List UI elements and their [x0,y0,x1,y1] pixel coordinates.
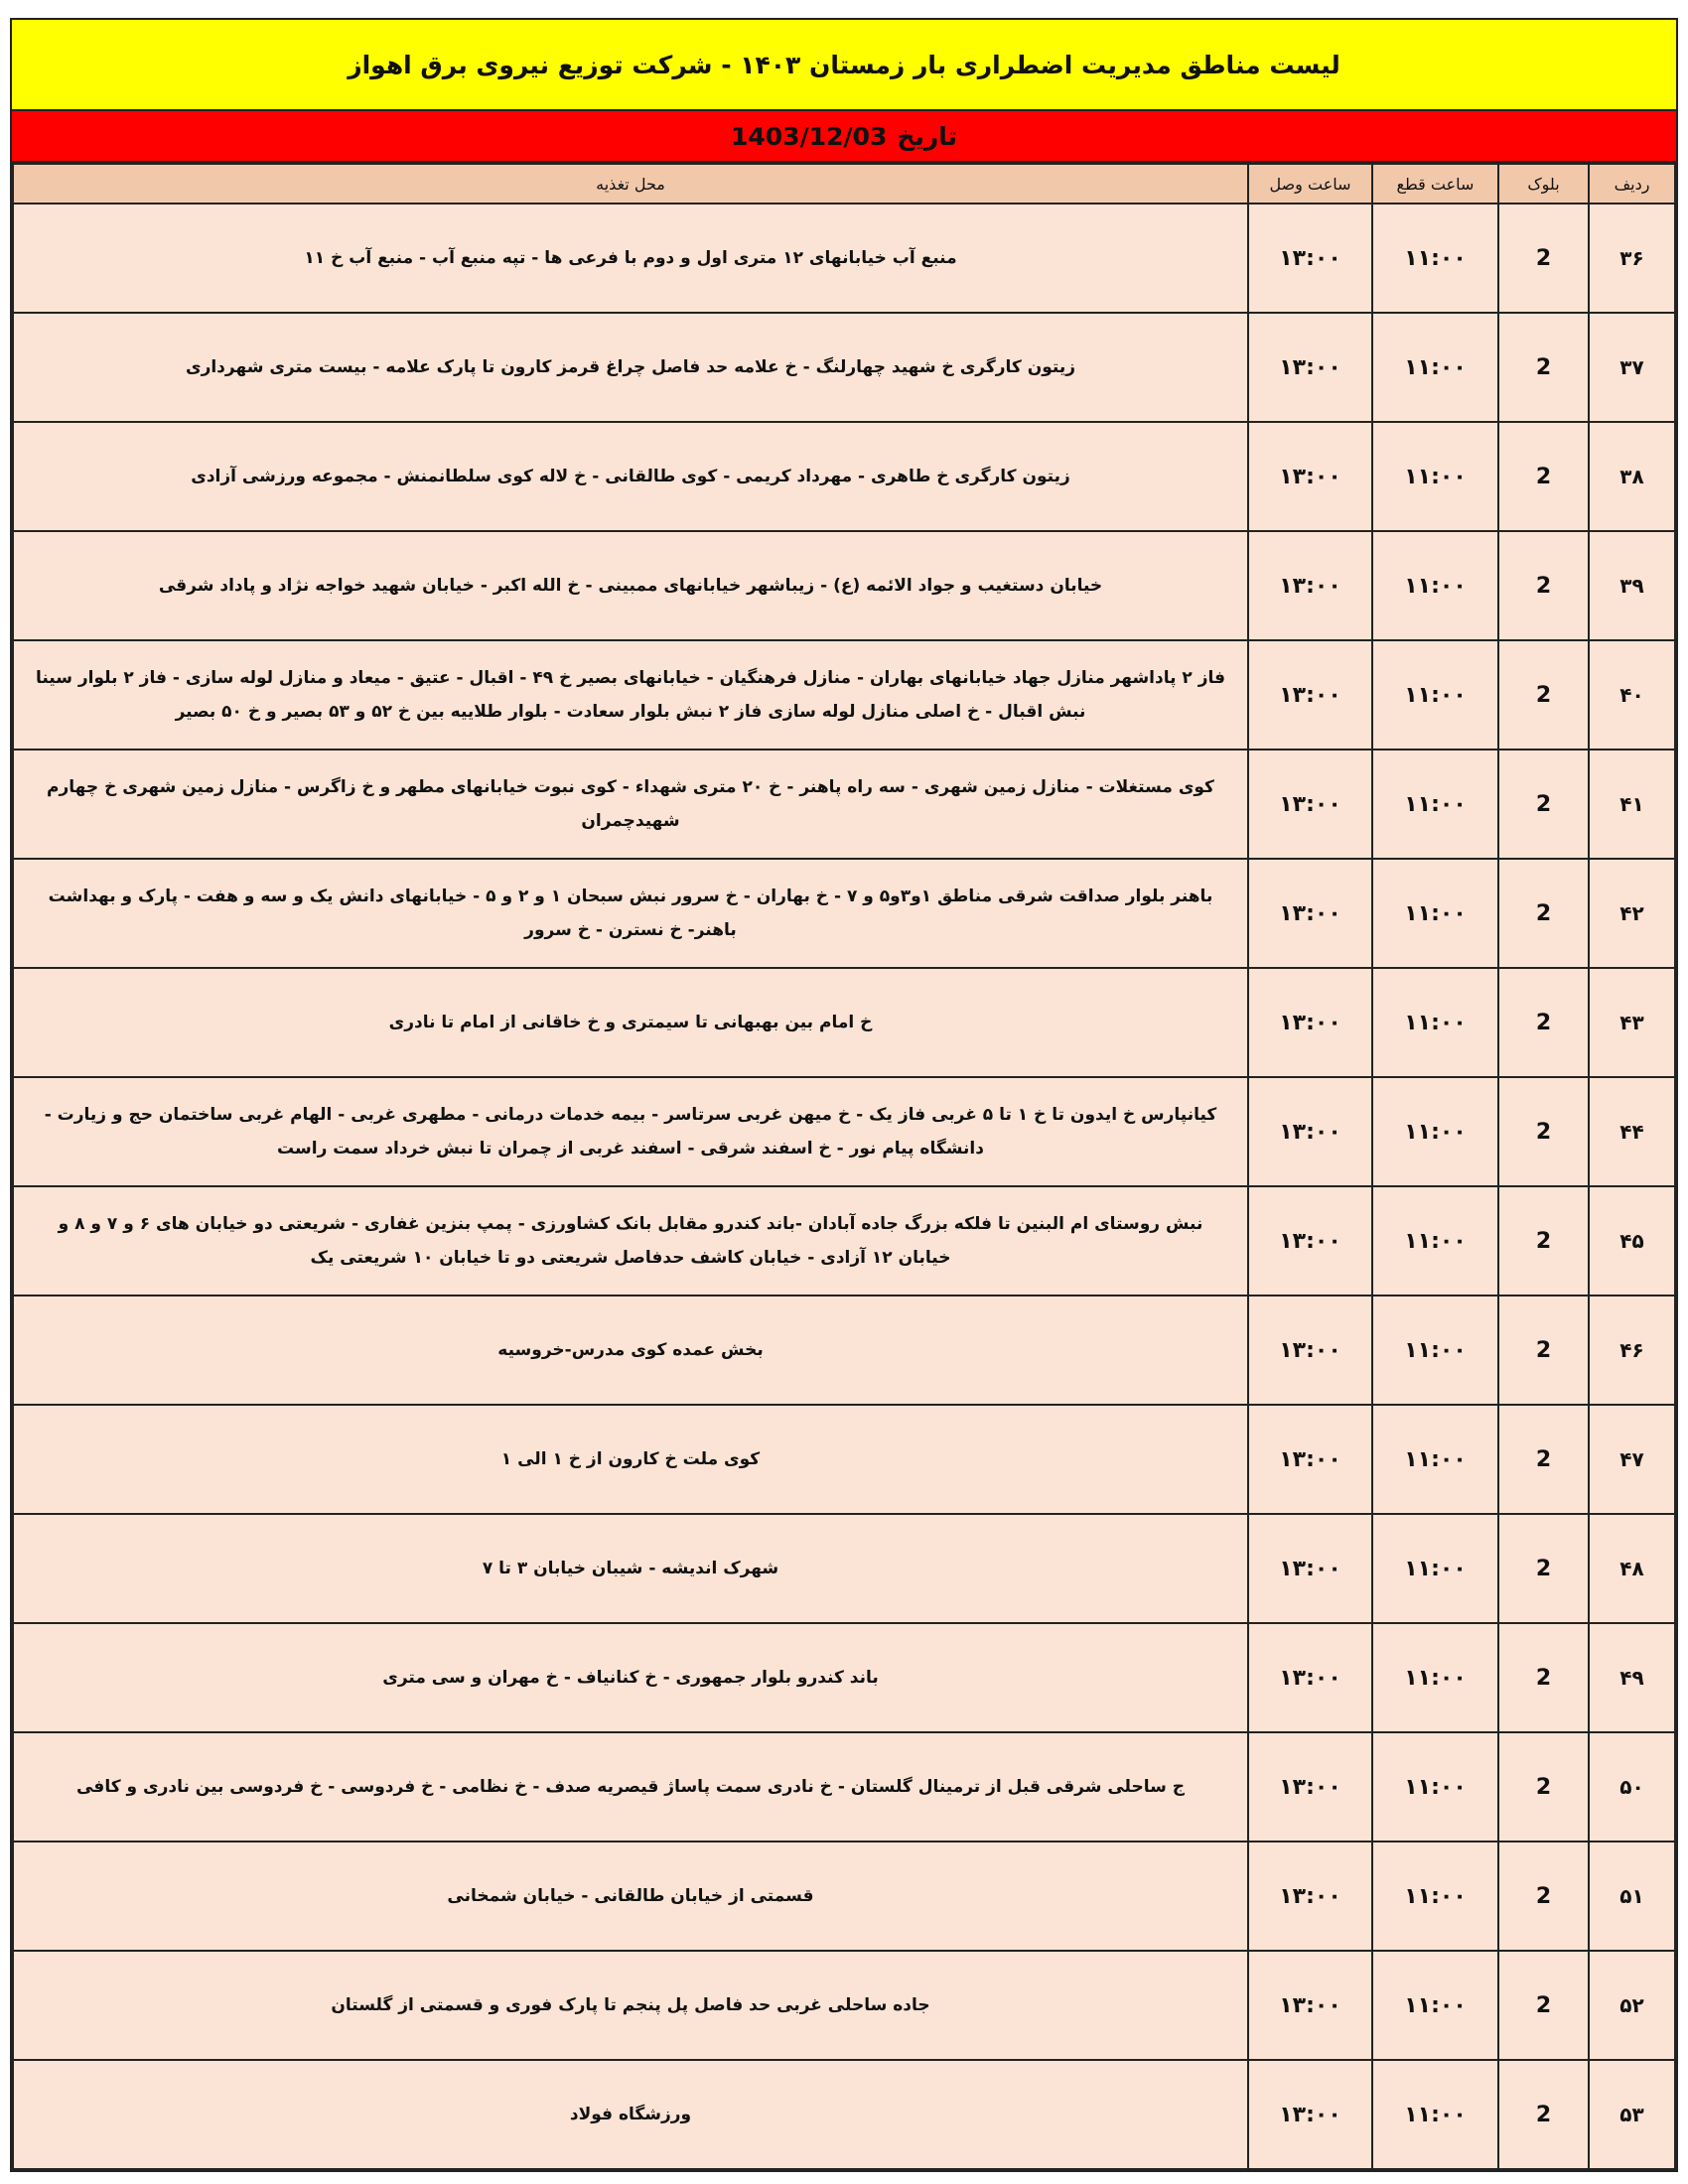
row-number-cell: ۴۹ [1589,1623,1675,1732]
block-cell: 2 [1498,640,1589,750]
location-cell: کیانپارس خ ایدون تا خ ۱ تا ۵ غربی فاز یک - خ میهن غربی سرتاسر - بیمه خدمات درمانی - مطهری غربی - الهام غربی ساختمان حج و زیارت - دانشگاه پیام نور - خ اسفند شرقی - اسفند غربی از چمران تا نبش خرداد سمت راست [13,1077,1248,1186]
cut-time-cell: ۱۱:۰۰ [1372,1951,1498,2060]
row-number-cell: ۳۶ [1589,204,1675,313]
date-banner [12,111,1676,163]
location-cell: زیتون کارگری خ شهید چهارلنگ - خ علامه حد فاصل چراغ قرمز کارون تا پارک علامه - بیست متری شهرداری [13,313,1248,422]
connect-time-cell: ۱۳:۰۰ [1248,1405,1372,1514]
row-number-cell: ۴۰ [1589,640,1675,750]
location-cell: خ امام بین بهبهانی تا سیمتری و خ خاقانی از امام تا نادری [13,968,1248,1077]
location-cell: خیابان دستغیب و جواد الائمه (ع) - زیباشهر خیابانهای ممبینی - خ الله اکبر - خیابان شهید خواجه نژاد و پاداد شرقی [13,531,1248,640]
connect-time-cell: ۱۳:۰۰ [1248,204,1372,313]
row-number-cell: ۴۳ [1589,968,1675,1077]
table-header-row [13,164,1675,204]
location-cell: منبع آب خیابانهای ۱۲ متری اول و دوم با فرعی ها - تپه منبع آب - منبع آب خ ۱۱ [13,204,1248,313]
block-cell: 2 [1498,1077,1589,1186]
table-row [13,1296,1675,1405]
date-label: تاریخ [897,121,957,151]
row-number-cell: ۵۲ [1589,1951,1675,2060]
cut-time-cell: ۱۱:۰۰ [1372,968,1498,1077]
connect-time-cell: ۱۳:۰۰ [1248,2060,1372,2169]
block-cell: 2 [1498,422,1589,531]
table-row [13,1186,1675,1296]
cut-time-cell: ۱۱:۰۰ [1372,531,1498,640]
row-number-cell: ۳۹ [1589,531,1675,640]
table-row [13,1514,1675,1623]
block-cell: 2 [1498,1186,1589,1296]
cut-time-cell: ۱۱:۰۰ [1372,1186,1498,1296]
connect-time-cell: ۱۳:۰۰ [1248,859,1372,968]
block-cell: 2 [1498,1296,1589,1405]
row-number-cell: ۵۱ [1589,1842,1675,1951]
block-cell: 2 [1498,1514,1589,1623]
location-cell: شهرک اندیشه - شیبان خیابان ۳ تا ۷ [13,1514,1248,1623]
connect-time-cell: ۱۳:۰۰ [1248,1732,1372,1842]
row-number-cell: ۴۵ [1589,1186,1675,1296]
cut-time-cell: ۱۱:۰۰ [1372,2060,1498,2169]
cut-time-cell: ۱۱:۰۰ [1372,1077,1498,1186]
column-header-cut-time: ساعت قطع [1372,164,1498,204]
connect-time-cell: ۱۳:۰۰ [1248,968,1372,1077]
date-value: 1403/12/03 [731,121,888,151]
outage-schedule-sheet [10,18,1678,2172]
cut-time-cell: ۱۱:۰۰ [1372,313,1498,422]
block-cell: 2 [1498,1623,1589,1732]
page-title: لیست مناطق مدیریت اضطراری بار زمستان ۱۴۰۳ - شرکت توزیع نیروی برق اهواز [12,20,1676,111]
table-row [13,1405,1675,1514]
connect-time-cell: ۱۳:۰۰ [1248,1296,1372,1405]
cut-time-cell: ۱۱:۰۰ [1372,1732,1498,1842]
cut-time-cell: ۱۱:۰۰ [1372,1623,1498,1732]
location-cell: قسمتی از خیابان طالقانی - خیابان شمخانی [13,1842,1248,1951]
block-cell: 2 [1498,968,1589,1077]
location-cell: نبش روستای ام البنین تا فلکه بزرگ جاده آبادان -باند کندرو مقابل بانک کشاورزی - پمپ بنزین غفاری - شریعتی دو خیابان های ۶ و ۷ و ۸ و خیابان ۱۲ آزادی - خیابان کاشف حدفاصل شریعتی دو تا خیابان ۱۰ شریعتی یک [13,1186,1248,1296]
block-cell: 2 [1498,531,1589,640]
table-row [13,204,1675,313]
location-cell: جاده ساحلی غربی حد فاصل پل پنجم تا پارک فوری و قسمتی از گلستان [13,1951,1248,2060]
location-cell: فاز ۲ پاداشهر منازل جهاد خیابانهای بهاران - منازل فرهنگیان - خیابانهای بصیر خ ۴۹ - اقبال - عتیق - میعاد و منازل لوله سازی - فاز ۲ بلوار سینا نبش اقبال - خ اصلی منازل لوله سازی فاز ۲ نبش بلوار سعادت - بلوار طلاییه بین خ ۵۲ و ۵۳ بصیر و خ ۵۰ بصیر [13,640,1248,750]
block-cell: 2 [1498,1951,1589,2060]
table-row [13,1842,1675,1951]
row-number-cell: ۳۸ [1589,422,1675,531]
location-cell: کوی مستغلات - منازل زمین شهری - سه راه پاهنر - خ ۲۰ متری شهداء - کوی نبوت خیابانهای مطهر و خ زاگرس - منازل زمین شهری خ چهارم شهیدچمران [13,750,1248,859]
location-cell: زیتون کارگری خ طاهری - مهرداد کریمی - کوی طالقانی - خ لاله کوی سلطانمنش - مجموعه ورزشی آزادی [13,422,1248,531]
table-row [13,2060,1675,2169]
table-body [13,204,1675,2169]
block-cell: 2 [1498,1405,1589,1514]
block-cell: 2 [1498,1732,1589,1842]
cut-time-cell: ۱۱:۰۰ [1372,1514,1498,1623]
table-row [13,968,1675,1077]
block-cell: 2 [1498,1842,1589,1951]
location-cell: بخش عمده کوی مدرس-خروسیه [13,1296,1248,1405]
connect-time-cell: ۱۳:۰۰ [1248,422,1372,531]
table-row [13,859,1675,968]
block-cell: 2 [1498,313,1589,422]
column-header-radif: ردیف [1589,164,1675,204]
row-number-cell: ۵۰ [1589,1732,1675,1842]
column-header-connect-time: ساعت وصل [1248,164,1372,204]
table-row [13,1623,1675,1732]
column-header-location: محل تغذیه [13,164,1248,204]
location-cell: ج ساحلی شرقی قبل از ترمینال گلستان - خ نادری سمت پاساژ قیصریه صدف - خ نظامی - خ فردوسی - خ فردوسی بین نادری و کافی [13,1732,1248,1842]
table-row [13,422,1675,531]
row-number-cell: ۴۱ [1589,750,1675,859]
connect-time-cell: ۱۳:۰۰ [1248,640,1372,750]
table-row [13,313,1675,422]
location-cell: باهنر بلوار صداقت شرقی مناطق ۱و۳و۵ و ۷ - خ بهاران - خ سرور نبش سبحان ۱ و ۲ و ۵ - خیابانهای دانش یک و سه و هفت - پارک و بهداشت باهنر- خ نسترن - خ سرور [13,859,1248,968]
connect-time-cell: ۱۳:۰۰ [1248,1951,1372,2060]
connect-time-cell: ۱۳:۰۰ [1248,1077,1372,1186]
cut-time-cell: ۱۱:۰۰ [1372,204,1498,313]
table-row [13,1951,1675,2060]
connect-time-cell: ۱۳:۰۰ [1248,750,1372,859]
location-cell: کوی ملت خ کارون از خ ۱ الی ۱ [13,1405,1248,1514]
cut-time-cell: ۱۱:۰۰ [1372,1296,1498,1405]
table-row [13,531,1675,640]
block-cell: 2 [1498,204,1589,313]
row-number-cell: ۵۳ [1589,2060,1675,2169]
table-row [13,1732,1675,1842]
table-row [13,1077,1675,1186]
row-number-cell: ۴۷ [1589,1405,1675,1514]
column-header-block: بلوک [1498,164,1589,204]
location-cell: ورزشگاه فولاد [13,2060,1248,2169]
row-number-cell: ۴۶ [1589,1296,1675,1405]
schedule-table [12,163,1676,2170]
block-cell: 2 [1498,750,1589,859]
cut-time-cell: ۱۱:۰۰ [1372,1405,1498,1514]
connect-time-cell: ۱۳:۰۰ [1248,1623,1372,1732]
connect-time-cell: ۱۳:۰۰ [1248,1186,1372,1296]
connect-time-cell: ۱۳:۰۰ [1248,1842,1372,1951]
location-cell: باند کندرو بلوار جمهوری - خ کنانیاف - خ مهران و سی متری [13,1623,1248,1732]
block-cell: 2 [1498,2060,1589,2169]
table-row [13,750,1675,859]
connect-time-cell: ۱۳:۰۰ [1248,1514,1372,1623]
connect-time-cell: ۱۳:۰۰ [1248,313,1372,422]
row-number-cell: ۴۴ [1589,1077,1675,1186]
cut-time-cell: ۱۱:۰۰ [1372,640,1498,750]
connect-time-cell: ۱۳:۰۰ [1248,531,1372,640]
row-number-cell: ۴۲ [1589,859,1675,968]
cut-time-cell: ۱۱:۰۰ [1372,750,1498,859]
row-number-cell: ۳۷ [1589,313,1675,422]
cut-time-cell: ۱۱:۰۰ [1372,422,1498,531]
table-row [13,640,1675,750]
cut-time-cell: ۱۱:۰۰ [1372,1842,1498,1951]
cut-time-cell: ۱۱:۰۰ [1372,859,1498,968]
block-cell: 2 [1498,859,1589,968]
row-number-cell: ۴۸ [1589,1514,1675,1623]
